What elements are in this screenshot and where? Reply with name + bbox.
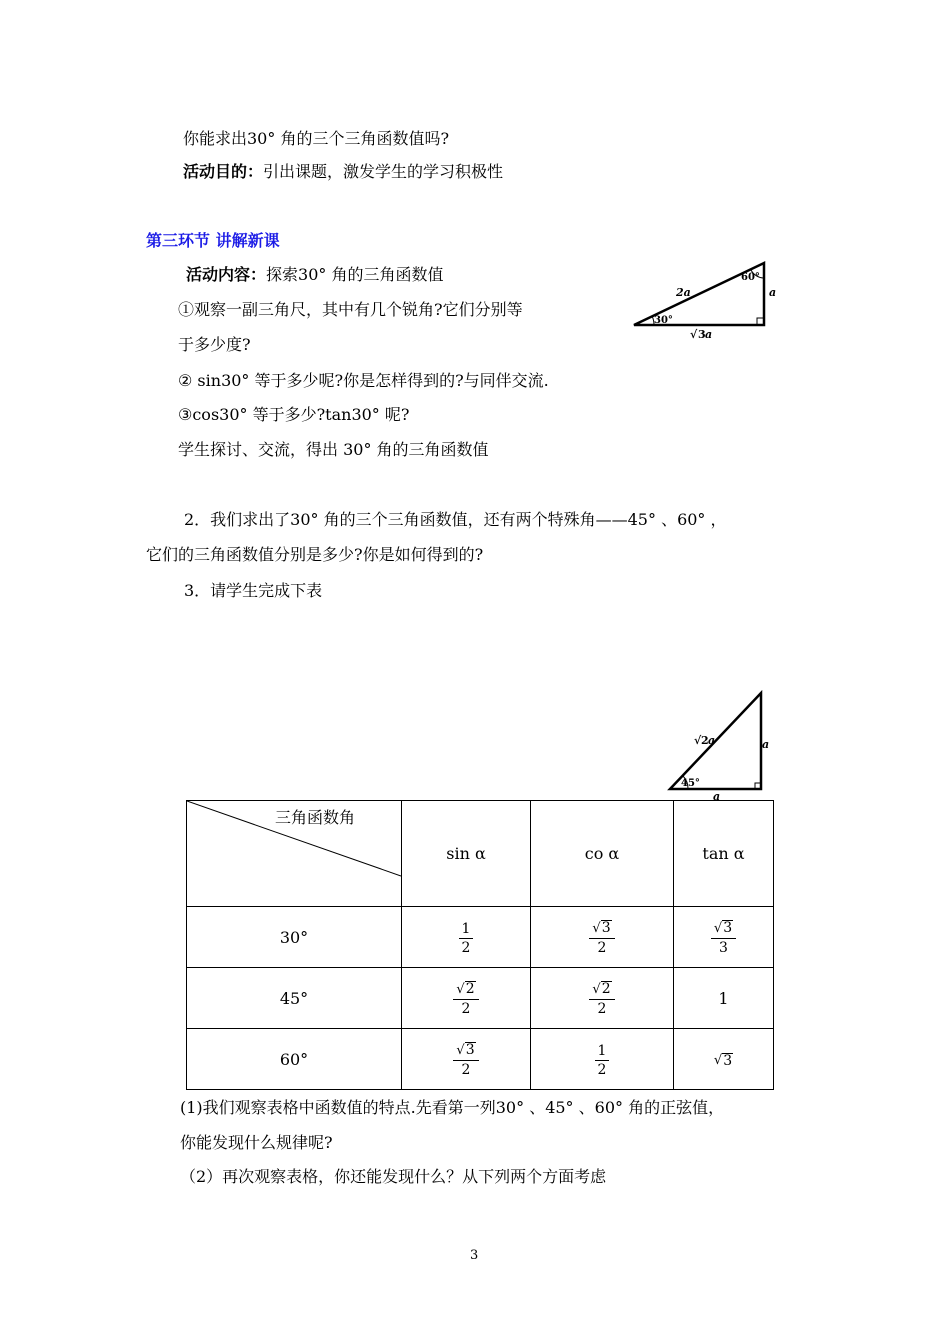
activity-content [186,264,443,286]
tri45-hyp-radical: √ [694,734,702,747]
tri45-angle-label: 45° [681,778,700,789]
table-corner-label: 三角函数角 [275,808,356,827]
trig-values-table [186,800,774,1090]
observation-1-line2: 你能发现什么规律呢? [180,1133,333,1152]
table-header-sin: sin α [402,801,531,907]
cell-cos45: √ 2 2 [531,968,674,1029]
table-header-cos: co α [531,801,674,907]
tri30-side-label: a [769,286,777,299]
step-1-line2: 于多少度? [178,335,251,354]
label-bold: 活动目的： [183,162,264,181]
observation-1-line1: (1)我们观察表格中函数值的特点.先看第一列30° 、45° 、60° 角的正弦值， [180,1098,725,1117]
step-2: ② sin30° 等于多少呢?你是怎样得到的?与同伴交流. [178,371,549,390]
cell-tan45: 1 [674,968,774,1029]
table-header-row [187,801,774,907]
triangle-30-figure [628,258,790,342]
tri30-base-var: a [705,328,713,341]
question-2-line2: 它们的三角函数值分别是多少?你是如何得到的? [146,545,484,564]
row-angle: 30° [187,907,402,968]
tri30-angle-base: 30° [654,315,673,326]
cell-cos60: $\frac{1}{2}$ [531,1029,674,1090]
tri30-hyp-label: 2a [676,286,691,299]
tri45-hyp-var: a [708,734,716,747]
observation-2: （2）再次观察表格，你还能发现什么？从下列两个方面考虑 [180,1167,607,1186]
table-row [187,1029,774,1090]
step-1-line1: ①观察一副三角尺，其中有几个锐角?它们分别等 [178,300,523,319]
triangle-45-figure [664,688,784,802]
table-header-tan: tan α [674,801,774,907]
cell-cos30: √ 3 2 [531,907,674,968]
tri30-base-root: 3 [698,328,706,341]
step-3: ③cos30° 等于多少?tan30° 呢? [178,405,410,424]
cell-sin30: $\frac{1}{2}$ [402,907,531,968]
page-number: 3 [470,1248,479,1263]
conclusion: 学生探讨、交流，得出 30° 角的三角函数值 [178,440,489,459]
tri45-side-label: a [762,738,770,751]
question-2-line1: 2．我们求出了30° 角的三个三角函数值，还有两个特殊角——45° 、60° ， [184,510,727,529]
section-heading: 第三环节 讲解新课 [146,231,280,250]
table-corner-cell [187,801,402,907]
label-bold: 活动内容： [186,265,267,284]
question-text: 你能求出30° 角的三个三角函数值吗? [183,129,450,148]
table-row [187,907,774,968]
tri30-angle-top: 60° [741,272,760,283]
tri30-base-radical: √ [690,328,698,341]
question-3: 3．请学生完成下表 [184,581,323,600]
tri45-hyp-root: 2 [701,734,709,747]
activity-purpose [183,161,503,183]
row-angle: 45° [187,968,402,1029]
cell-tan30: √ 3 3 [674,907,774,968]
tri45-base-label: a [713,790,721,802]
cell-tan60: √ 3 [674,1029,774,1090]
label-text: 探索30° 角的三角函数值 [266,265,444,284]
cell-sin45: √ 2 2 [402,968,531,1029]
table-row [187,968,774,1029]
cell-sin60: √ 3 2 [402,1029,531,1090]
label-text: 引出课题，激发学生的学习积极性 [263,162,504,181]
row-angle: 60° [187,1029,402,1090]
